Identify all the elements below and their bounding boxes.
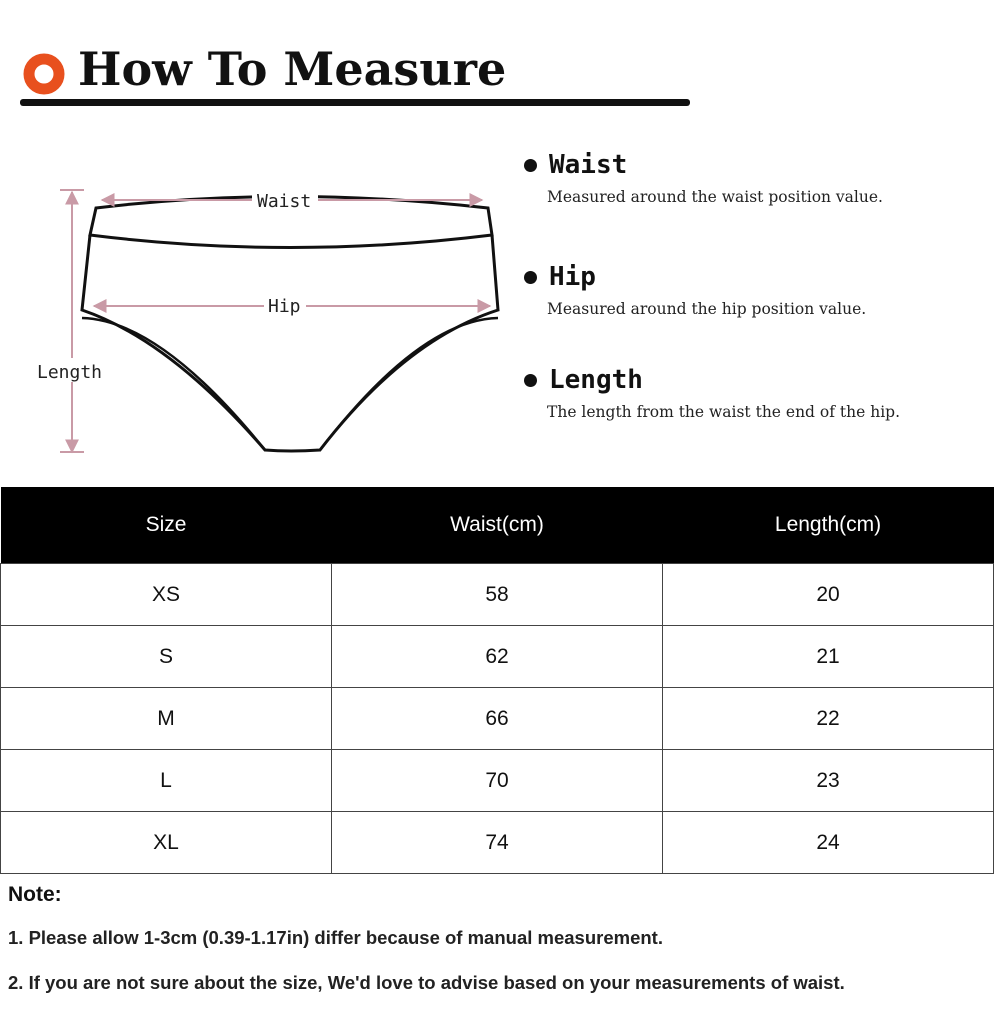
waist-cell: 62 [332, 626, 663, 688]
waist-cell: 74 [332, 812, 663, 874]
column-header-waist: Waist(cm) [332, 487, 663, 564]
bullet-icon [524, 374, 537, 387]
note-item: 2. If you are not sure about the size, We'd love to advise based on your measurements of waist. [8, 972, 845, 993]
column-header-length: Length(cm) [663, 487, 994, 564]
bullet-icon [524, 271, 537, 284]
length-cell: 24 [663, 812, 994, 874]
waist-cell: 58 [332, 564, 663, 626]
definition-description: Measured around the waist position value. [547, 188, 883, 206]
definition-hip [520, 262, 990, 318]
orange-ring-icon [22, 52, 66, 96]
size-cell: L [1, 750, 332, 812]
size-cell: XL [1, 812, 332, 874]
length-cell: 22 [663, 688, 994, 750]
size-chart-table [0, 487, 994, 874]
notes-title: Note: [8, 883, 62, 906]
table-row [1, 564, 994, 626]
waist-cell: 70 [332, 750, 663, 812]
briefs-illustration [20, 150, 520, 470]
bullet-icon [524, 159, 537, 172]
definition-term: Hip [549, 262, 596, 292]
size-cell: XS [1, 564, 332, 626]
column-header-size: Size [1, 487, 332, 564]
table-header-row [1, 487, 994, 564]
page-header [0, 0, 1000, 130]
table-row [1, 750, 994, 812]
page-title: How To Measure [78, 42, 507, 96]
length-label: Length [37, 362, 103, 383]
definition-term: Length [549, 365, 643, 395]
notes-section [8, 883, 998, 1017]
table-row [1, 688, 994, 750]
definition-waist [520, 150, 990, 206]
table-row [1, 812, 994, 874]
size-cell: M [1, 688, 332, 750]
length-cell: 21 [663, 626, 994, 688]
waist-label: Waist [257, 191, 312, 212]
length-cell: 23 [663, 750, 994, 812]
size-cell: S [1, 626, 332, 688]
definition-description: Measured around the hip position value. [547, 300, 867, 318]
waist-cell: 66 [332, 688, 663, 750]
measure-diagram [20, 150, 520, 470]
title-underline [20, 99, 690, 106]
table-row [1, 626, 994, 688]
note-item: 1. Please allow 1-3cm (0.39-1.17in) differ because of manual measurement. [8, 927, 663, 948]
length-cell: 20 [663, 564, 994, 626]
hip-label: Hip [268, 296, 301, 317]
definition-term: Waist [549, 150, 628, 180]
definition-length [520, 365, 990, 421]
definition-description: The length from the waist the end of the hip. [547, 403, 900, 421]
